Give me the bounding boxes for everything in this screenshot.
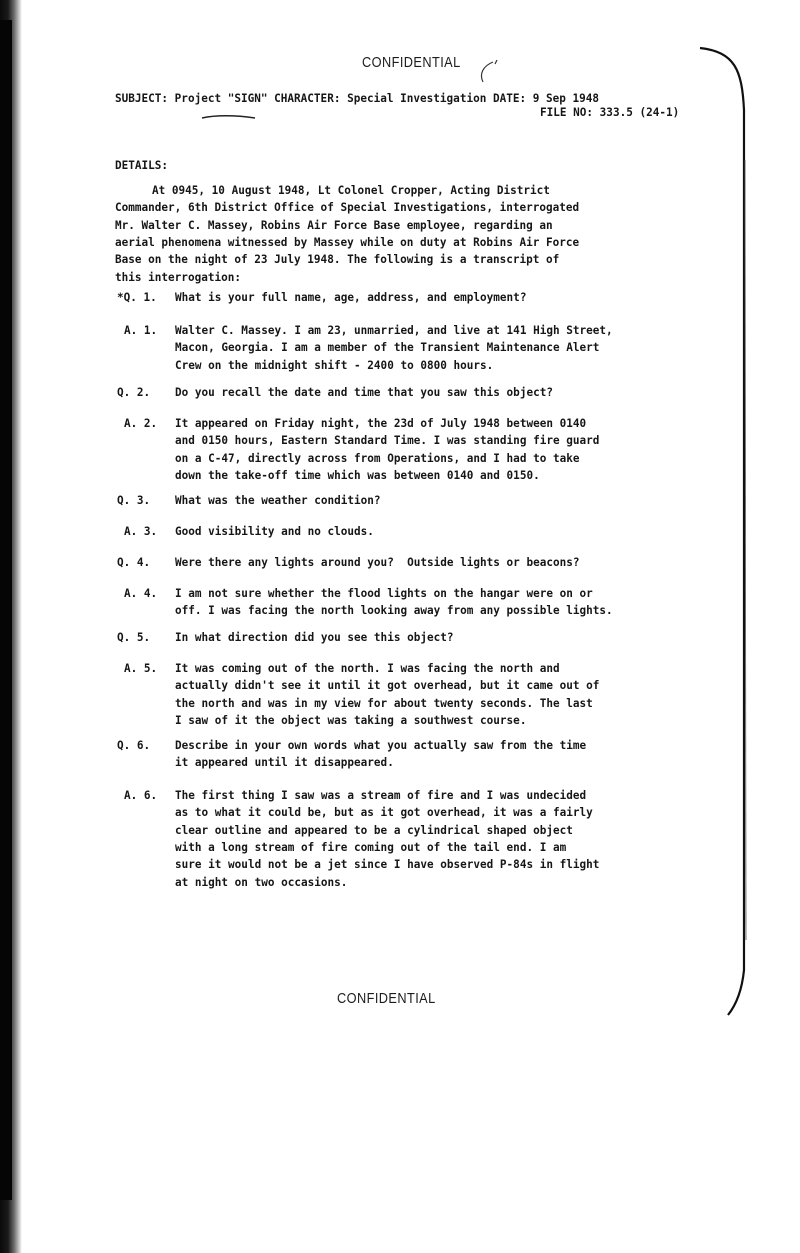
intro-line: Base on the night of 23 July 1948. The following is a transcript of xyxy=(115,252,560,267)
answer-text: with a long stream of fire coming out of the tail end. I am xyxy=(175,839,567,854)
scan-edge-border xyxy=(0,20,12,1200)
question-text: What was the weather condition? xyxy=(175,493,381,507)
subject-underline xyxy=(200,113,260,123)
answer-text: as to what it could be, but as it got overhead, it was a fairly xyxy=(175,805,593,820)
answer-text: It was coming out of the north. I was facing the north and xyxy=(175,661,560,675)
question-text: Were there any lights around you? Outside lights or beacons? xyxy=(175,555,580,569)
question-label: *Q. 1. xyxy=(117,290,157,304)
answer-text: I saw of it the object was taking a southwest course. xyxy=(175,712,527,727)
answer-text: on a C-47, directly across from Operations, and I had to take xyxy=(175,450,580,465)
classification-stamp-bottom: CONFIDENTIAL xyxy=(337,990,436,1007)
answer-text: off. I was facing the north looking away from any possible lights. xyxy=(175,603,613,618)
subject-line: SUBJECT: Project "SIGN" CHARACTER: Special Investigation DATE: 9 Sep 1948 xyxy=(115,91,600,105)
question-text: Do you recall the date and time that you saw this object? xyxy=(175,385,553,399)
answer-text: Good visibility and no clouds. xyxy=(175,524,374,538)
answer-text: the north and was in my view for about twenty seconds. The last xyxy=(175,695,593,710)
question-label: Q. 2. xyxy=(117,385,151,399)
answer-text: I am not sure whether the flood lights on the hangar were on or xyxy=(175,586,593,600)
intro-line: Commander, 6th District Office of Special Investigations, interrogated xyxy=(115,200,580,215)
answer-label: A. 5. xyxy=(124,661,158,675)
answer-text: The first thing I saw was a stream of fire and I was undecided xyxy=(175,788,587,802)
question-text: Describe in your own words what you actually saw from the time xyxy=(175,738,587,752)
classification-stamp-top: CONFIDENTIAL xyxy=(362,54,461,71)
answer-text: down the take-off time which was between 0140 and 0150. xyxy=(175,467,540,482)
answer-label: A. 3. xyxy=(124,524,158,538)
question-text: it appeared until it disappeared. xyxy=(175,755,394,770)
intro-line: At 0945, 10 August 1948, Lt Colonel Cropper, Acting District xyxy=(152,183,550,197)
answer-text: It appeared on Friday night, the 23d of July 1948 between 0140 xyxy=(175,416,587,430)
answer-label: A. 4. xyxy=(124,586,158,600)
question-text: What is your full name, age, address, and employment? xyxy=(175,290,527,304)
answer-text: sure it would not be a jet since I have observed P-84s in flight xyxy=(175,857,600,872)
answer-text: clear outline and appeared to be a cylindrical shaped object xyxy=(175,822,573,837)
question-label: Q. 6. xyxy=(117,738,151,752)
details-label: DETAILS: xyxy=(115,158,169,172)
question-label: Q. 5. xyxy=(117,630,151,644)
page-curl-line xyxy=(640,40,770,1020)
answer-text: at night on two occasions. xyxy=(175,874,348,889)
file-number: FILE NO: 333.5 (24-1) xyxy=(540,105,680,119)
question-label: Q. 3. xyxy=(117,493,151,507)
question-label: Q. 4. xyxy=(117,555,151,569)
answer-label: A. 2. xyxy=(124,416,158,430)
answer-label: A. 1. xyxy=(124,323,158,337)
answer-text: and 0150 hours, Eastern Standard Time. I was standing fire guard xyxy=(175,433,600,448)
question-text: In what direction did you see this object? xyxy=(175,630,454,644)
answer-text: Macon, Georgia. I am a member of the Transient Maintenance Alert xyxy=(175,340,600,355)
answer-text: Walter C. Massey. I am 23, unmarried, and live at 141 High Street, xyxy=(175,323,613,337)
intro-line: this interrogation: xyxy=(115,269,241,284)
intro-line: aerial phenomena witnessed by Massey while on duty at Robins Air Force xyxy=(115,234,580,249)
answer-text: actually didn't see it until it got overhead, but it came out of xyxy=(175,678,600,693)
handwritten-mark-top xyxy=(465,58,505,88)
answer-text: Crew on the midnight shift - 2400 to 0800 hours. xyxy=(175,357,494,372)
answer-label: A. 6. xyxy=(124,788,158,802)
intro-line: Mr. Walter C. Massey, Robins Air Force Base employee, regarding an xyxy=(115,217,553,232)
